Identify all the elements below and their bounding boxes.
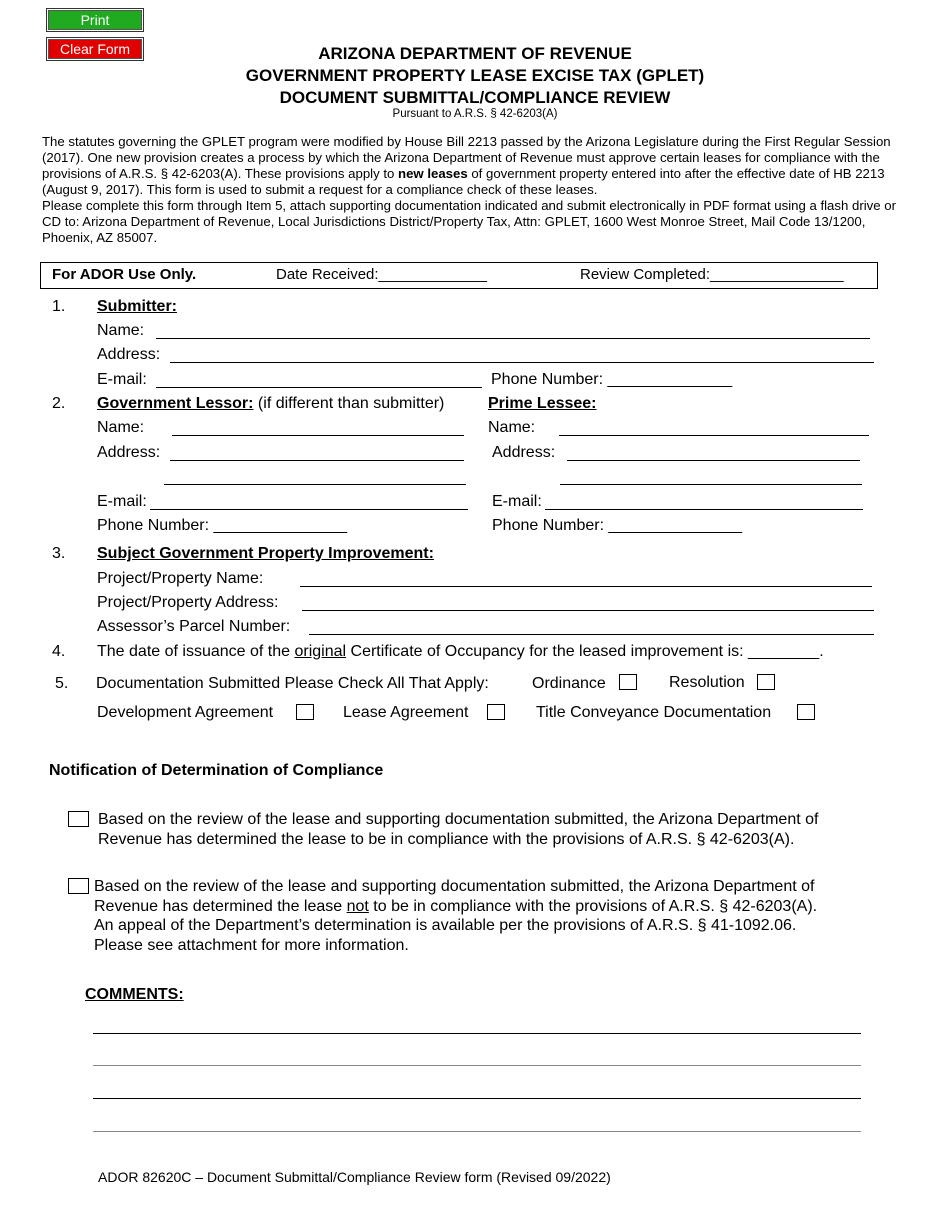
lessor-email-field[interactable] [150, 509, 468, 510]
development-agreement-label: Development Agreement [97, 704, 274, 721]
property-address-field[interactable] [302, 610, 874, 611]
property-heading: Subject Government Property Improvement: [97, 545, 434, 562]
item-number-4: 4. [52, 643, 66, 660]
date-received-label: Date Received:_____________ [276, 266, 488, 283]
lessee-name-field[interactable] [559, 435, 869, 436]
submitter-address-label: Address: [97, 346, 161, 363]
title-conveyance-checkbox[interactable] [797, 704, 815, 720]
development-agreement-checkbox[interactable] [296, 704, 314, 720]
item-number-3: 3. [52, 545, 66, 562]
lessee-address-field[interactable] [567, 460, 860, 461]
resolution-label: Resolution [669, 674, 745, 691]
item-number-1: 1. [52, 298, 66, 315]
lessee-address-label: Address: [492, 444, 556, 461]
comments-line-3[interactable] [93, 1098, 861, 1099]
submitter-heading: Submitter: [97, 298, 177, 315]
ordinance-label: Ordinance [532, 675, 606, 692]
compliance-denied-checkbox[interactable] [68, 878, 89, 894]
submitter-address-field[interactable] [170, 362, 874, 363]
submitter-email-label: E-mail: [97, 371, 147, 388]
form-footer: ADOR 82620C – Document Submittal/Compliance Review form (Revised 09/2022) [98, 1169, 611, 1185]
lessor-email-label: E-mail: [97, 493, 147, 510]
lessee-email-label: E-mail: [492, 493, 542, 510]
property-address-label: Project/Property Address: [97, 594, 279, 611]
comments-line-2[interactable] [93, 1065, 861, 1066]
documentation-intro: Documentation Submitted Please Check All That Apply: [96, 675, 489, 692]
lease-agreement-checkbox[interactable] [487, 704, 505, 720]
lease-agreement-label: Lease Agreement [343, 704, 469, 721]
compliance-approved-checkbox[interactable] [68, 811, 89, 827]
clear-form-button[interactable]: Clear Form [46, 37, 144, 61]
lessee-phone-field[interactable]: Phone Number: _______________ [492, 517, 742, 534]
ordinance-checkbox[interactable] [619, 674, 637, 690]
compliance-approved-text: Based on the review of the lease and supporting documentation submitted, the Arizona Department of Revenue has determined the lease to be in compliance with the provisions of A.R.S. § 42-6203(A). [98, 811, 819, 848]
lessor-address-line-2[interactable] [164, 484, 466, 485]
print-button[interactable]: Print [46, 8, 144, 32]
property-name-field[interactable] [300, 586, 872, 587]
submitter-name-field[interactable] [156, 338, 870, 339]
submitter-phone-field[interactable]: Phone Number: ______________ [491, 371, 733, 388]
item-number-2: 2. [52, 395, 66, 412]
review-completed-label: Review Completed:________________ [580, 266, 844, 283]
header-agency: ARIZONA DEPARTMENT OF REVENUE [318, 44, 632, 63]
lessor-address-field[interactable] [170, 460, 464, 461]
comments-line-1[interactable] [93, 1033, 861, 1034]
compliance-denied-text: Based on the review of the lease and supporting documentation submitted, the Arizona Department of Revenue has determined the lease not to be in compliance with the provisions of A.R.S. § 42-6203(A). An appeal of the Department’s determination is available per the provisions of A.R.S. § 41-1092.06. Please see attachment for more information. [94, 878, 818, 954]
submitter-name-label: Name: [97, 322, 145, 339]
header-program: GOVERNMENT PROPERTY LEASE EXCISE TAX (GPLET) [245, 66, 705, 85]
lessor-address-label: Address: [97, 444, 161, 461]
lessor-phone-field[interactable]: Phone Number: _______________ [97, 517, 347, 534]
notification-heading: Notification of Determination of Compliance [49, 762, 384, 779]
lessee-address-line-2[interactable] [560, 484, 862, 485]
header-pursuant: Pursuant to A.R.S. § 42-6203(A) [392, 108, 558, 120]
resolution-checkbox[interactable] [757, 674, 775, 690]
title-conveyance-label: Title Conveyance Documentation [536, 704, 772, 721]
lessor-name-label: Name: [97, 419, 145, 436]
parcel-number-label: Assessor’s Parcel Number: [97, 618, 291, 635]
lessor-name-field[interactable] [172, 435, 464, 436]
certificate-of-occupancy-text: The date of issuance of the original Certificate of Occupancy for the leased improvement is: ________. [97, 643, 824, 660]
header-form-title: DOCUMENT SUBMITTAL/COMPLIANCE REVIEW [279, 88, 671, 107]
ador-use-label: For ADOR Use Only. [52, 266, 197, 283]
lessee-name-label: Name: [488, 419, 536, 436]
intro-text: The statutes governing the GPLET program were modified by House Bill 2213 passed by the Arizona Legislature during the First Regular Session (2017). One new provision creates a process by which the Arizona Department of Revenue must approve certain leases for compliance with the provisions of A.R.S. § 42-6203(A). These provisions apply to new leases of government property entered into after the effective date of HB 2213 (August 9, 2017). This form is used to submit a request for a compliance check of these leases. Please complete this form through Item 5, attach supporting documentation indicated and submit electronically in PDF format using a flash drive or CD to: Arizona Department of Revenue, Local Jurisdictions District/Property Tax, Attn: GPLET, 1600 West Monroe Street, Mail Code 13/1200, Phoenix, AZ 85007. [42, 134, 896, 245]
lessor-heading: Government Lessor: (if different than submitter) [97, 395, 445, 412]
lessee-email-field[interactable] [545, 509, 863, 510]
comments-line-4[interactable] [93, 1131, 861, 1132]
parcel-number-field[interactable] [309, 634, 874, 635]
lessee-heading: Prime Lessee: [488, 395, 597, 412]
property-name-label: Project/Property Name: [97, 570, 264, 587]
submitter-email-field[interactable] [156, 387, 482, 388]
item-number-5: 5. [55, 675, 69, 692]
comments-label: COMMENTS: [85, 986, 184, 1003]
